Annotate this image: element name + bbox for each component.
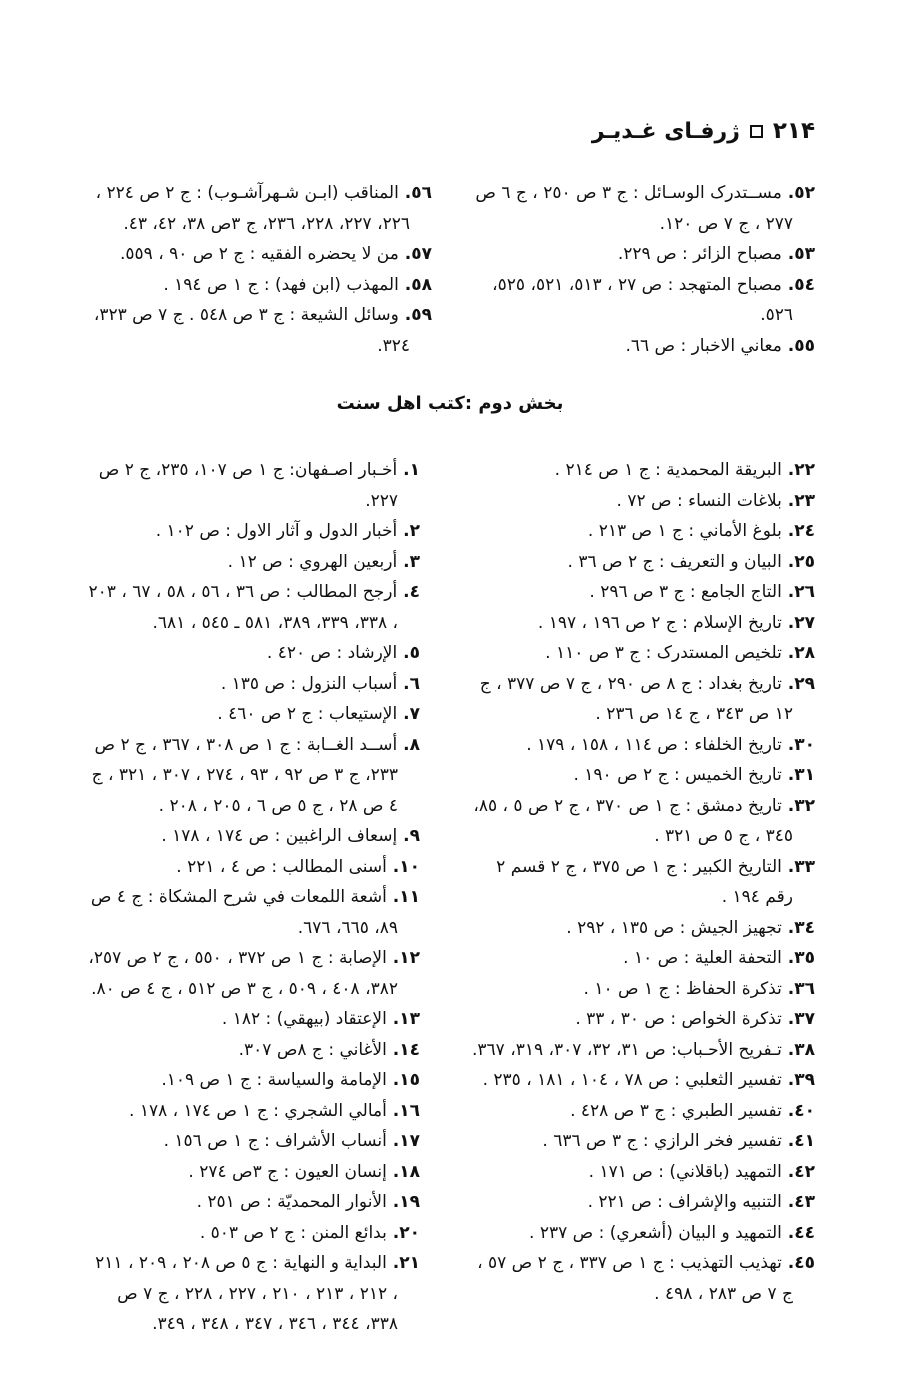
reference-text: أسنى المطالب : ص ٤ ، ٢٢١ .: [176, 856, 387, 877]
reference-item: ٢٥. البيان و التعريف : ج ٢ ص ٣٦ .: [567, 551, 815, 572]
reference-item: ١٣. الإعتقاد (بيهقي) : ١٨٢ .: [221, 1009, 420, 1029]
reference-text: التمهيد و البيان (أشعري) : ص ٢٣٧ .: [529, 1222, 782, 1243]
reference-item: ٥٦. المناقب (ابـن شـهرآشـوب) : ج ٢ ص ٢٢٤ ، ٢٢٦، ٢٢٧، ٢٢٨، ٢٣٦، ج ٣ص ٣٨، ٤٢، ٤٣.: [95, 183, 432, 234]
page-number: ٢١۴: [772, 118, 815, 144]
reference-number: ٢٧: [794, 612, 815, 633]
reference-number: ١٢: [399, 948, 420, 968]
reference-number: ٢١: [399, 1253, 420, 1273]
reference-item: ٥٣. مصباح الزائر : ص ٢٢٩.: [617, 244, 815, 264]
reference-text: تاريخ الخلفاء : ص ١١٤ ، ١٥٨ ، ١٧٩ .: [526, 734, 782, 755]
reference-item: ٣٢. تاريخ دمشق : ج ١ ص ٣٧٠ ، ج ٢ ص ٥ ، ٨٥، ٣٤٥ ، ج ٥ ص ٣٢١ .: [473, 795, 815, 846]
reference-number: ١: [409, 460, 420, 480]
reference-text: الإعتقاد (بيهقي) : ١٨٢ .: [221, 1009, 387, 1029]
reference-number: ٤٤: [794, 1222, 815, 1243]
reference-item: ٥٧. من لا يحضره الفقيه : ج ٢ ص ٩٠ ، ٥٥٩.: [120, 244, 432, 264]
reference-text: أرجح المطالب : ص ٣٦ ، ٥٦ ، ٥٨ ، ٦٧ ، ٢٠٣ ، ٣٣٨، ٣٣٩، ٣٨٩، ٥٨١ ـ ٥٤٥ ، ٦٨١.: [88, 582, 398, 633]
page-header: [592, 118, 815, 144]
reference-number: ٦: [409, 673, 420, 694]
reference-text: تفسير الطبري : ج ٣ ص ٤٢٨ .: [570, 1100, 782, 1121]
reference-text: بدائع المنن : ج ٢ ص ٥٠٣ .: [199, 1222, 387, 1243]
reference-number: ٥٦: [411, 183, 432, 203]
reference-number: ٨: [409, 734, 420, 755]
reference-item: ٣. أربعين الهروي : ص ١٢ .: [227, 551, 420, 572]
reference-item: ٢١. البداية و النهاية : ج ٥ ص ٢٠٨ ، ٢٠٩ ، ٢١١ ، ٢١٢ ، ٢١٣ ، ٢١٠ ، ٢٢٧ ، ٢٢٨ ، ج ٧ ص ٣٣٨، ٣٤٤ ، ٣٤٦ ، ٣٤٧ ، ٣٤٨ ، ٣٤٩.: [95, 1253, 420, 1334]
reference-item: ٢٤. بلوغ الأماني : ج ١ ص ٢١٣ .: [587, 521, 815, 541]
reference-number: ٣٥: [794, 948, 815, 968]
reference-text: تلخيص المستدرک : ج ٣ ص ١١٠ .: [545, 643, 782, 663]
reference-text: الأنوار المحمديّة : ص ٢٥١ .: [196, 1192, 387, 1212]
reference-text: المهذب (ابن فهد) : ج ١ ص ١٩٤ .: [163, 274, 399, 295]
reference-number: ٣٧: [794, 1009, 815, 1029]
reference-text: تجهيز الجيش : ص ١٣٥ ، ٢٩٢ .: [566, 917, 782, 938]
reference-text: من لا يحضره الفقيه : ج ٢ ص ٩٠ ، ٥٥٩.: [120, 244, 399, 264]
reference-text: وسائل الشيعة : ج ٣ ص ٥٤٨ . ج ٧ ص ٣٢٣، ٣٢٤.: [93, 305, 410, 356]
reference-text: أربعين الهروي : ص ١٢ .: [227, 551, 398, 572]
reference-text: الإرشاد : ص ٤٢٠ .: [266, 643, 398, 663]
left-column-top: [470, 178, 815, 361]
reference-text: تهذيب التهذيب : ج ١ ص ٣٣٧ ، ج ٢ ص ٥٧ ، ج ٧ ص ٢٨٣ ، ٤٩٨ .: [477, 1253, 793, 1304]
reference-number: ٢٥: [794, 551, 815, 572]
reference-number: ٢٩: [794, 673, 815, 694]
reference-number: ٢٢: [794, 460, 815, 480]
reference-number: ٣٤: [794, 917, 815, 938]
reference-text: أخبار الدول و آثار الاول : ص ١٠٢ .: [155, 521, 398, 541]
reference-number: ١١: [399, 887, 420, 907]
reference-number: ١٨: [399, 1161, 420, 1182]
reference-text: البريقة المحمدية : ج ١ ص ٢١٤ .: [554, 460, 782, 480]
reference-text: تذكرة الخواص : ص ٣٠ ، ٣٣ .: [575, 1009, 782, 1029]
reference-number: ٢: [409, 521, 420, 541]
reference-item: ٢٩. تاريخ بغداد : ج ٨ ص ٢٩٠ ، ج ٧ ص ٣٧٧ ، ج ١٢ ص ٣٤٣ ، ج ١٤ ص ٢٣٦ .: [479, 673, 815, 724]
reference-item: ٢٠. بدائع المنن : ج ٢ ص ٥٠٣ .: [199, 1222, 420, 1243]
reference-number: ٢٦: [794, 582, 815, 602]
reference-text: الإستيعاب : ج ٢ ص ٤٦٠ .: [217, 704, 398, 724]
reference-text: التمهيد (باقلاني) : ص ١٧١ .: [588, 1161, 782, 1182]
reference-text: تفسير فخر الرازي : ج ٣ ص ٦٣٦ .: [542, 1131, 782, 1151]
reference-item: ٣٥. التحفة العلية : ص ١٠ .: [623, 948, 815, 968]
reference-text: الأغاني : ج ٨ص ٣٠٧.: [238, 1039, 387, 1060]
reference-number: ٣١: [794, 765, 815, 785]
reference-number: ٢٣: [794, 490, 815, 511]
reference-item: ٢٣. بلاغات النساء : ص ٧٢ .: [616, 490, 815, 511]
reference-item: ٥٩. وسائل الشيعة : ج ٣ ص ٥٤٨ . ج ٧ ص ٣٢٣، ٣٢٤.: [93, 305, 432, 356]
reference-number: ١٤: [399, 1039, 420, 1060]
reference-item: ١١. أشعة اللمعات في شرح المشكاة : ج ٤ ص ٨٩، ٦٦٥، ٦٧٦.: [90, 887, 420, 938]
reference-number: ٥٤: [794, 274, 815, 295]
reference-item: ٤٤. التمهيد و البيان (أشعري) : ص ٢٣٧ .: [529, 1222, 815, 1243]
reference-number: ٣: [409, 551, 420, 572]
reference-text: التنبيه والإشراف : ص ٢٢١ .: [587, 1192, 782, 1212]
reference-number: ٣٠: [794, 734, 815, 755]
reference-item: ١. أخـبار اصـفهان: ج ١ ص ١٠٧، ٢٣٥، ج ٢ ص ٢٢٧.: [98, 460, 420, 511]
reference-number: ٢٤: [794, 521, 815, 541]
reference-number: ٣٦: [794, 978, 815, 999]
reference-item: ١٥. الإمامة والسياسة : ج ١ ص ١٠٩.: [161, 1070, 420, 1090]
reference-item: ٣٧. تذكرة الخواص : ص ٣٠ ، ٣٣ .: [575, 1009, 815, 1029]
reference-item: ٥٥. معاني الاخبار : ص ٦٦.: [625, 335, 815, 356]
reference-text: تفسير الثعلبي : ص ٧٨ ، ١٠٤ ، ١٨١ ، ٢٣٥ .: [482, 1070, 782, 1090]
reference-text: مصباح المتهجد : ص ٢٧ ، ٥١٣، ٥٢١، ٥٢٥، ٥٢٦.: [492, 274, 793, 325]
reference-text: التاج الجامع : ج ٣ ص ٢٩٦ .: [589, 582, 782, 602]
reference-item: ٣٠. تاريخ الخلفاء : ص ١١٤ ، ١٥٨ ، ١٧٩ .: [526, 734, 815, 755]
reference-item: ٣٩. تفسير الثعلبي : ص ٧٨ ، ١٠٤ ، ١٨١ ، ٢٣٥ .: [482, 1070, 815, 1090]
left-column-bottom: [470, 455, 815, 1309]
book-title: ژرفـاى غـديـر: [591, 118, 740, 144]
reference-text: مصباح الزائر : ص ٢٢٩.: [617, 244, 782, 264]
reference-text: تذكرة الحفاظ : ج ١ ص ١٠ .: [583, 978, 782, 999]
reference-number: ٥٩: [411, 305, 432, 325]
reference-item: ٥٨. المهذب (ابن فهد) : ج ١ ص ١٩٤ .: [163, 274, 432, 295]
reference-text: التاريخ الكبير : ج ١ ص ٣٧٥ ، ج ٢ قسم ٢ رقم ١٩٤ .: [496, 856, 793, 907]
reference-item: ٣٦. تذكرة الحفاظ : ج ١ ص ١٠ .: [583, 978, 815, 999]
reference-number: ٤٠: [794, 1100, 815, 1121]
reference-text: أمالي الشجري : ج ١ ص ١٧٤ ، ١٧٨ .: [129, 1100, 387, 1121]
reference-item: ٦. أسباب النزول : ص ١٣٥ .: [220, 673, 420, 694]
reference-number: ٥٣: [794, 244, 815, 264]
reference-item: ٤٥. تهذيب التهذيب : ج ١ ص ٣٣٧ ، ج ٢ ص ٥٧ ، ج ٧ ص ٢٨٣ ، ٤٩٨ .: [477, 1253, 815, 1304]
reference-text: المناقب (ابـن شـهرآشـوب) : ج ٢ ص ٢٢٤ ، ٢٢٦، ٢٢٧، ٢٢٨، ٢٣٦، ج ٣ص ٣٨، ٤٢، ٤٣.: [95, 183, 410, 234]
reference-item: ٢٢. البريقة المحمدية : ج ١ ص ٢١٤ .: [554, 460, 815, 480]
reference-number: ٣٨: [794, 1039, 815, 1060]
reference-item: ١٨. إنسان العيون : ج ٣ص ٢٧٤ .: [188, 1161, 420, 1182]
reference-number: ٤٢: [794, 1161, 815, 1182]
reference-number: ٥: [409, 643, 420, 663]
reference-text: بلاغات النساء : ص ٧٢ .: [616, 490, 782, 511]
reference-text: البيان و التعريف : ج ٢ ص ٣٦ .: [567, 551, 782, 572]
reference-item: ٤٢. التمهيد (باقلاني) : ص ١٧١ .: [588, 1161, 815, 1182]
reference-text: تاريخ الإسلام : ج ٢ ص ١٩٦ ، ١٩٧ .: [537, 612, 782, 633]
reference-number: ٥٨: [411, 274, 432, 295]
reference-item: ١٧. أنساب الأشراف : ج ١ ص ١٥٦ .: [163, 1131, 420, 1151]
reference-text: أشعة اللمعات في شرح المشكاة : ج ٤ ص ٨٩، ٦٦٥، ٦٧٦.: [90, 887, 398, 938]
reference-text: الإمامة والسياسة : ج ١ ص ١٠٩.: [161, 1070, 387, 1090]
reference-item: ٤٠. تفسير الطبري : ج ٣ ص ٤٢٨ .: [570, 1100, 815, 1121]
reference-item: ٧. الإستيعاب : ج ٢ ص ٤٦٠ .: [217, 704, 420, 724]
reference-number: ٥٥: [794, 335, 815, 356]
reference-number: ٣٢: [794, 795, 815, 816]
reference-number: ٤٣: [794, 1192, 815, 1212]
reference-text: تاريخ الخميس : ج ٢ ص ١٩٠ .: [573, 765, 782, 785]
reference-number: ١٧: [399, 1131, 420, 1151]
reference-item: ١٦. أمالي الشجري : ج ١ ص ١٧٤ ، ١٧٨ .: [129, 1100, 420, 1121]
reference-text: أســد الغــابة : ج ١ ص ٣٠٨ ، ٣٦٧ ، ج ٢ ص ٢٣٣، ج ٣ ص ٩٢ ، ٩٣ ، ٢٧٤ ، ٣٠٧ ، ٣٢١ ، ج ٤ ص ٢٨ ، ج ٥ ص ٦ ، ٢٠٥ ، ٢٠٨ .: [91, 734, 398, 816]
reference-text: مســتدرک الوسـائل : ج ٣ ص ٢٥٠ ، ج ٦ ص ٢٧٧ ، ج ٧ ص ١٢٠.: [475, 183, 793, 234]
reference-text: إنسان العيون : ج ٣ص ٢٧٤ .: [188, 1161, 387, 1182]
reference-text: أنساب الأشراف : ج ١ ص ١٥٦ .: [163, 1131, 387, 1151]
reference-number: ١٦: [399, 1100, 420, 1121]
reference-text: معاني الاخبار : ص ٦٦.: [625, 335, 782, 356]
reference-item: ٣٨. تـفريح الأحـباب: ص ٣١، ٣٢، ٣٠٧، ٣١٩، ٣٦٧.: [472, 1039, 815, 1060]
reference-number: ١٠: [399, 856, 420, 877]
reference-item: ٢٦. التاج الجامع : ج ٣ ص ٢٩٦ .: [589, 582, 815, 602]
reference-number: ٣٣: [794, 856, 815, 877]
section-title: بخش دوم :کتب اهل سنت: [336, 393, 564, 414]
reference-text: البداية و النهاية : ج ٥ ص ٢٠٨ ، ٢٠٩ ، ٢١١ ، ٢١٢ ، ٢١٣ ، ٢١٠ ، ٢٢٧ ، ٢٢٨ ، ج ٧ ص ٣٣٨، ٣٤٤ ، ٣٤٦ ، ٣٤٧ ، ٣٤٨ ، ٣٤٩.: [95, 1253, 398, 1334]
reference-item: ٥. الإرشاد : ص ٤٢٠ .: [266, 643, 420, 663]
reference-number: ٧: [409, 704, 420, 724]
reference-number: ٩: [409, 826, 420, 846]
reference-item: ١٠. أسنى المطالب : ص ٤ ، ٢٢١ .: [176, 856, 420, 877]
reference-item: ١٤. الأغاني : ج ٨ص ٣٠٧.: [238, 1039, 420, 1060]
reference-text: بلوغ الأماني : ج ١ ص ٢١٣ .: [587, 521, 782, 541]
reference-item: ٣٤. تجهيز الجيش : ص ١٣٥ ، ٢٩٢ .: [566, 917, 815, 938]
reference-item: ١٩. الأنوار المحمديّة : ص ٢٥١ .: [196, 1192, 420, 1212]
reference-number: ١٣: [399, 1009, 420, 1029]
reference-number: ٥٧: [411, 244, 432, 264]
reference-text: إسعاف الراغبين : ص ١٧٤ ، ١٧٨ .: [161, 826, 398, 846]
reference-text: تاريخ دمشق : ج ١ ص ٣٧٠ ، ج ٢ ص ٥ ، ٨٥، ٣٤٥ ، ج ٥ ص ٣٢١ .: [473, 795, 793, 846]
reference-item: ١٢. الإصابة : ج ١ ص ٣٧٢ ، ٥٥٠ ، ج ٢ ص ٢٥٧، ٣٨٢، ٤٠٨ ، ٥٠٩ ، ج ٣ ص ٥١٢ ، ج ٤ ص ٨٠.: [88, 948, 420, 999]
reference-text: التحفة العلية : ص ١٠ .: [623, 948, 782, 968]
reference-item: ٢٨. تلخيص المستدرک : ج ٣ ص ١١٠ .: [545, 643, 815, 663]
square-separator-icon: [750, 125, 763, 138]
reference-number: ١٩: [399, 1192, 420, 1212]
reference-item: ٣٣. التاريخ الكبير : ج ١ ص ٣٧٥ ، ج ٢ قسم ٢ رقم ١٩٤ .: [496, 856, 815, 907]
reference-number: ٥٢: [794, 183, 815, 203]
reference-number: ٤: [409, 582, 420, 602]
reference-item: ٣١. تاريخ الخميس : ج ٢ ص ١٩٠ .: [573, 765, 815, 785]
reference-item: ٤١. تفسير فخر الرازي : ج ٣ ص ٦٣٦ .: [542, 1131, 815, 1151]
reference-item: ٩. إسعاف الراغبين : ص ١٧٤ ، ١٧٨ .: [161, 826, 420, 846]
reference-text: أسباب النزول : ص ١٣٥ .: [220, 673, 398, 694]
reference-text: أخـبار اصـفهان: ج ١ ص ١٠٧، ٢٣٥، ج ٢ ص ٢٢٧.: [98, 460, 398, 511]
reference-item: ٥٤. مصباح المتهجد : ص ٢٧ ، ٥١٣، ٥٢١، ٥٢٥، ٥٢٦.: [492, 274, 815, 325]
reference-item: ٢٧. تاريخ الإسلام : ج ٢ ص ١٩٦ ، ١٩٧ .: [537, 612, 815, 633]
reference-number: ٤٥: [794, 1253, 815, 1273]
reference-item: ٢. أخبار الدول و آثار الاول : ص ١٠٢ .: [155, 521, 420, 541]
reference-text: تـفريح الأحـباب: ص ٣١، ٣٢، ٣٠٧، ٣١٩، ٣٦٧.: [472, 1039, 782, 1060]
reference-item: ٤. أرجح المطالب : ص ٣٦ ، ٥٦ ، ٥٨ ، ٦٧ ، ٢٠٣ ، ٣٣٨، ٣٣٩، ٣٨٩، ٥٨١ ـ ٥٤٥ ، ٦٨١.: [88, 582, 420, 633]
reference-number: ١٥: [399, 1070, 420, 1090]
reference-item: ٤٣. التنبيه والإشراف : ص ٢٢١ .: [587, 1192, 815, 1212]
reference-number: ٢٠: [399, 1222, 420, 1243]
reference-text: الإصابة : ج ١ ص ٣٧٢ ، ٥٥٠ ، ج ٢ ص ٢٥٧، ٣٨٢، ٤٠٨ ، ٥٠٩ ، ج ٣ ص ٥١٢ ، ج ٤ ص ٨٠.: [88, 948, 398, 999]
reference-text: تاريخ بغداد : ج ٨ ص ٢٩٠ ، ج ٧ ص ٣٧٧ ، ج ١٢ ص ٣٤٣ ، ج ١٤ ص ٢٣٦ .: [479, 673, 793, 724]
right-column-top: [92, 178, 432, 361]
reference-number: ٢٨: [794, 643, 815, 663]
reference-number: ٤١: [794, 1131, 815, 1151]
reference-number: ٣٩: [794, 1070, 815, 1090]
reference-item: ٨. أســد الغــابة : ج ١ ص ٣٠٨ ، ٣٦٧ ، ج ٢ ص ٢٣٣، ج ٣ ص ٩٢ ، ٩٣ ، ٢٧٤ ، ٣٠٧ ، ٣٢١ ، ج ٤ ص ٢٨ ، ج ٥ ص ٦ ، ٢٠٥ ، ٢٠٨ .: [91, 734, 420, 816]
reference-item: ٥٢. مســتدرک الوسـائل : ج ٣ ص ٢٥٠ ، ج ٦ ص ٢٧٧ ، ج ٧ ص ١٢٠.: [475, 183, 815, 234]
right-column-bottom: [85, 455, 420, 1340]
